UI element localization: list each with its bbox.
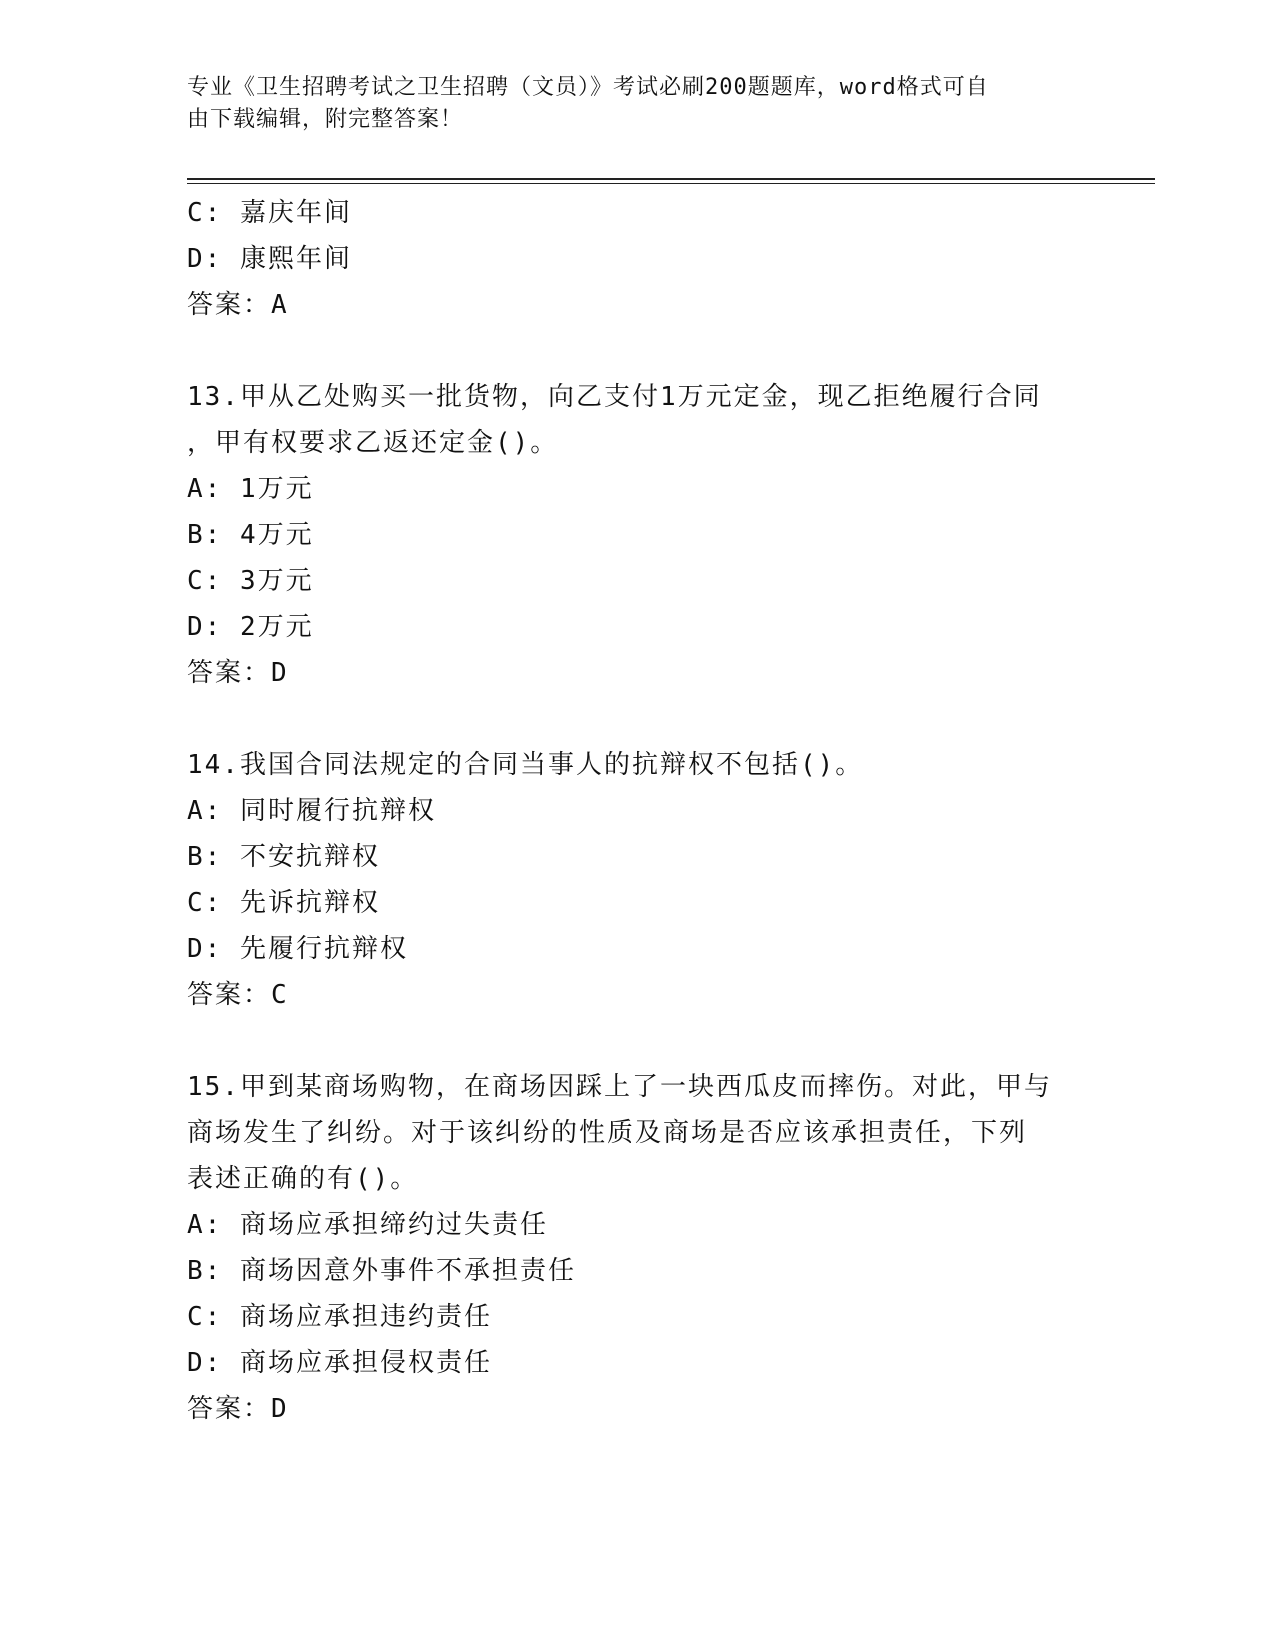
header-rule-thin — [187, 183, 1155, 184]
header-rule-thick — [187, 178, 1155, 180]
option-d: D: 康熙年间 — [187, 244, 352, 274]
spacer — [187, 328, 1087, 374]
question-stem: 14.我国合同法规定的合同当事人的抗辩权不包括()。 — [187, 750, 864, 780]
question-stem: 15.甲到某商场购物，在商场因踩上了一块西瓜皮而摔伤。对此，甲与 — [187, 1072, 1052, 1102]
option-c: C: 3万元 — [187, 566, 314, 596]
answer-line: 答案：D — [187, 658, 289, 688]
option-b: B: 不安抗辩权 — [187, 842, 380, 872]
option-d: D: 商场应承担侵权责任 — [187, 1348, 492, 1378]
question-15 — [187, 1064, 1087, 1432]
option-d: D: 先履行抗辩权 — [187, 934, 408, 964]
question-stem: 13.甲从乙处购买一批货物，向乙支付1万元定金，现乙拒绝履行合同 — [187, 382, 1042, 412]
option-b: B: 商场因意外事件不承担责任 — [187, 1256, 576, 1286]
option-a: A: 商场应承担缔约过失责任 — [187, 1210, 548, 1240]
option-a: A: 同时履行抗辩权 — [187, 796, 436, 826]
spacer — [187, 696, 1087, 742]
page-header — [187, 72, 1087, 136]
header-line-1: 专业《卫生招聘考试之卫生招聘（文员）》考试必刷200题题库，word格式可自 — [187, 75, 989, 100]
answer-line: 答案：D — [187, 1394, 289, 1424]
spacer — [187, 1018, 1087, 1064]
answer-line: 答案：A — [187, 290, 289, 320]
option-c: C: 嘉庆年间 — [187, 198, 352, 228]
question-13 — [187, 374, 1087, 696]
option-b: B: 4万元 — [187, 520, 314, 550]
question-14 — [187, 742, 1087, 1018]
answer-line: 答案：C — [187, 980, 289, 1010]
question-12-tail — [187, 190, 1087, 328]
option-c: C: 先诉抗辩权 — [187, 888, 380, 918]
question-stem-cont: 商场发生了纠纷。对于该纠纷的性质及商场是否应该承担责任，下列 — [187, 1118, 1028, 1148]
option-a: A: 1万元 — [187, 474, 314, 504]
question-stem-cont: ，甲有权要求乙返还定金()。 — [187, 428, 559, 458]
option-d: D: 2万元 — [187, 612, 314, 642]
option-c: C: 商场应承担违约责任 — [187, 1302, 492, 1332]
question-list — [187, 190, 1087, 1432]
question-stem-cont: 表述正确的有()。 — [187, 1164, 419, 1194]
header-line-2: 由下载编辑，附完整答案！ — [187, 107, 464, 132]
